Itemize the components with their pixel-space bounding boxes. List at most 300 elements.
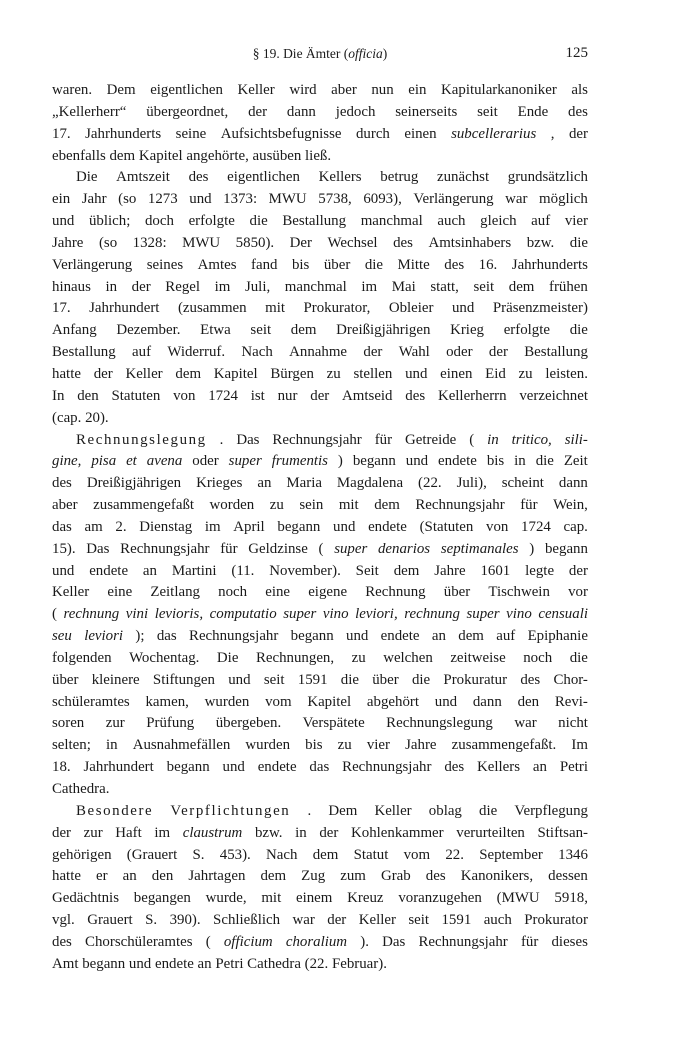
word: 2.: [115, 518, 127, 535]
word-group: [196, 473, 242, 495]
word-group: [398, 888, 482, 910]
word-group: [52, 888, 119, 910]
word-group: [406, 451, 428, 473]
word: Jahre: [434, 562, 466, 579]
word-group: [342, 386, 392, 408]
word: Chorschüleramtes: [85, 933, 193, 950]
word-group: [167, 757, 210, 779]
word: dann: [558, 475, 588, 492]
word-group: [241, 342, 272, 364]
word-group: [126, 451, 137, 473]
word-group: [415, 495, 504, 517]
word-group: [571, 735, 588, 757]
word: Rechnungslegung: [386, 715, 493, 732]
word: manchmal: [360, 213, 423, 230]
word-group: [214, 364, 258, 386]
word: dem: [374, 497, 400, 514]
word-group: [378, 539, 430, 561]
word: leisten.: [545, 365, 588, 382]
word: hinaus: [52, 278, 91, 295]
word: manchmal: [284, 278, 347, 295]
word-group: [365, 255, 383, 277]
word: 390).: [169, 912, 201, 929]
word: des: [444, 256, 465, 273]
word-group: [405, 364, 427, 386]
word: Gedächtnis: [52, 890, 119, 907]
word: vom: [265, 693, 292, 710]
word-group: [340, 866, 366, 888]
word: wurde,: [205, 890, 247, 907]
word: über: [372, 671, 399, 688]
word: noch: [218, 584, 248, 601]
italic-text: computatio: [209, 606, 277, 623]
word: dem: [393, 562, 420, 579]
word: (Grauert: [126, 846, 178, 863]
word-group: [386, 713, 493, 735]
word-group: [87, 473, 181, 495]
word: Schließlich: [213, 912, 281, 929]
word: Ende: [517, 103, 549, 120]
word: des: [52, 475, 72, 492]
italic-text: vino: [506, 606, 532, 623]
word-group: [218, 582, 247, 604]
word: begann: [290, 628, 334, 645]
word-group: [564, 451, 588, 473]
word-group: [132, 342, 151, 364]
word: auf: [132, 344, 152, 361]
word-group: [283, 604, 316, 626]
word-group: [303, 298, 370, 320]
word-group: [477, 757, 520, 779]
word: Das: [86, 540, 110, 557]
word-group: [505, 189, 527, 211]
word-group: [333, 517, 355, 539]
word: Amtseid: [342, 387, 393, 404]
word-group: [569, 561, 588, 583]
word-group: [256, 648, 334, 670]
word-group: [233, 517, 264, 539]
word-group: [292, 255, 309, 277]
word-group: [336, 102, 376, 124]
word-group: [236, 430, 259, 452]
word-group: [139, 517, 192, 539]
word: Mai: [391, 278, 416, 295]
word: der: [488, 344, 508, 361]
word-group: [85, 124, 161, 146]
word-group: [428, 233, 511, 255]
word: eigentlichen: [150, 82, 223, 98]
word: Getreide: [405, 431, 457, 448]
word-group: [147, 451, 183, 473]
word-group: [52, 735, 91, 757]
word-group: [479, 845, 543, 867]
word: ): [337, 453, 343, 470]
word: der: [52, 824, 72, 841]
word-group: [52, 473, 72, 495]
word-group: [446, 342, 472, 364]
word-group: [319, 167, 362, 189]
word-group: [570, 648, 588, 670]
word-group: [437, 211, 465, 233]
word-group: [430, 277, 459, 299]
word: den: [517, 693, 540, 710]
word-group: [220, 430, 224, 452]
italic-text: avena: [146, 453, 183, 470]
text-line: [52, 823, 588, 845]
word: zum: [340, 868, 366, 885]
word-group: [83, 757, 153, 779]
word-group: [443, 670, 507, 692]
text-line: [52, 604, 588, 626]
word-group: [399, 342, 430, 364]
word: Kreuz: [347, 890, 384, 907]
word-group: [148, 189, 178, 211]
word: die: [479, 802, 498, 819]
word-group: [531, 211, 550, 233]
italic-text: rechnung: [404, 606, 460, 623]
word: und: [228, 671, 251, 688]
word-group: [301, 866, 325, 888]
word: (so: [98, 234, 118, 251]
word: Tischwein: [488, 584, 550, 601]
word: Bestallung: [282, 213, 347, 230]
word: fand: [251, 256, 278, 273]
word-group: [277, 517, 320, 539]
word: mit: [265, 300, 285, 317]
word-group: [445, 845, 464, 867]
text-line: [52, 582, 588, 604]
word-group: [231, 561, 254, 583]
word-group: [269, 189, 307, 211]
word: Kellers: [477, 759, 521, 776]
word-group: [223, 757, 245, 779]
word-group: [466, 604, 499, 626]
text-line: [52, 320, 588, 342]
word: Der: [289, 234, 312, 251]
word-group: [123, 866, 137, 888]
word: (: [205, 933, 211, 950]
word-group: [270, 495, 284, 517]
word: aber: [331, 82, 357, 98]
word: ein: [408, 82, 427, 98]
word-group: [145, 211, 174, 233]
word: und: [222, 759, 245, 776]
word: zu: [269, 497, 284, 514]
word-group: [438, 386, 507, 408]
word-group: [76, 167, 98, 189]
italic-text: vino: [322, 606, 349, 623]
word-group: [337, 473, 403, 495]
word-group: [84, 823, 103, 845]
word-group: [309, 757, 329, 779]
word: stellen: [353, 365, 393, 382]
word-group: [77, 386, 99, 408]
word: Dezember.: [116, 322, 181, 339]
word: an: [257, 475, 272, 492]
word-group: [438, 451, 477, 473]
word: der: [310, 387, 330, 404]
word: am: [84, 518, 103, 535]
word: Statut: [353, 846, 389, 863]
italic-text: seu: [52, 628, 72, 645]
word-group: [432, 626, 446, 648]
word-group: [255, 823, 283, 845]
word: Dreißigjährigen: [86, 475, 182, 492]
word-group: [282, 211, 346, 233]
word: kamen,: [145, 693, 189, 710]
word: Das: [236, 431, 260, 448]
word-group: [487, 430, 499, 452]
italic-text: leviori: [84, 628, 124, 645]
italic-text: leviori,: [355, 606, 398, 623]
word: nicht: [558, 715, 588, 732]
word: das: [52, 518, 72, 535]
text-line: [52, 124, 588, 146]
word: begann: [352, 453, 396, 470]
word: Jahr: [81, 191, 107, 208]
text-line: [52, 189, 588, 211]
word-group: [458, 626, 484, 648]
word-group: [205, 517, 221, 539]
word: von: [173, 387, 196, 404]
word-group: [568, 582, 588, 604]
word: im: [204, 518, 221, 535]
text-line: [52, 233, 588, 255]
word-group: [250, 320, 271, 342]
word: vor: [568, 584, 588, 601]
word-group: [519, 386, 588, 408]
word-group: [146, 713, 194, 735]
word-group: [52, 539, 76, 561]
word: auf: [531, 213, 551, 230]
word-group: [479, 801, 497, 823]
word: des: [425, 868, 446, 885]
word-group: [105, 277, 117, 299]
text-segment: § 19. Die Ämter (: [252, 46, 349, 61]
word-group: [452, 298, 474, 320]
word-group: [220, 539, 237, 561]
word-group: [324, 255, 350, 277]
word: der: [568, 125, 588, 142]
italic-text: super: [228, 453, 262, 470]
word-group: [172, 561, 217, 583]
word: Geldzinse: [248, 540, 308, 557]
word: Rechnungsjahr: [418, 933, 508, 950]
word: und: [346, 628, 369, 645]
word-group: [524, 342, 588, 364]
word: 1373:: [223, 191, 258, 208]
word-group: [170, 910, 201, 932]
word-group: [291, 320, 317, 342]
word: Präsenzmeister): [492, 300, 588, 317]
word: 1591: [297, 671, 328, 688]
word: In: [52, 387, 65, 404]
word: Wahl: [398, 344, 430, 361]
word-group: [381, 866, 411, 888]
word: November).: [269, 562, 341, 579]
word: Jahre: [52, 234, 84, 251]
word-group: [52, 298, 71, 320]
word: Verspätete: [302, 715, 365, 732]
word-group: [228, 670, 250, 692]
word-group: [173, 386, 195, 408]
word-group: [479, 255, 498, 277]
text-line: [52, 364, 588, 386]
word: der: [131, 278, 151, 295]
word-group: [405, 386, 425, 408]
word: Dem: [328, 802, 358, 819]
word-group: [96, 866, 108, 888]
word: in: [295, 824, 307, 841]
word: und: [333, 518, 356, 535]
text-line: [52, 451, 588, 473]
word-group: [444, 255, 464, 277]
word-group: [404, 604, 460, 626]
word-group: [76, 801, 153, 823]
word: begann: [166, 759, 210, 776]
word-group: [509, 277, 535, 299]
text-line: [52, 670, 588, 692]
word-group: [497, 888, 540, 910]
word-group: [383, 648, 433, 670]
text-line: [52, 102, 588, 124]
word-group: [514, 713, 536, 735]
text-line: [52, 430, 588, 452]
word: seinerseits: [395, 103, 458, 120]
word-group: [434, 561, 465, 583]
italic-text: levioris,: [154, 606, 204, 623]
word-group: [529, 539, 534, 561]
word: Prüfung: [146, 715, 195, 732]
word: ist: [250, 387, 265, 404]
word-group: [426, 866, 446, 888]
word: dem: [312, 846, 339, 863]
word-group: [570, 320, 588, 342]
word: wurden: [245, 737, 291, 754]
word: gleich: [480, 213, 517, 230]
word-group: [405, 735, 436, 757]
word-group: [52, 342, 116, 364]
word: den: [77, 387, 99, 404]
word: Keller: [374, 802, 412, 819]
word: in: [105, 278, 118, 295]
italic-text: et: [126, 453, 137, 470]
word-group: [251, 255, 277, 277]
word: 1591: [441, 912, 472, 929]
word: (Statuten: [419, 518, 474, 535]
word: Epiphanie: [527, 628, 588, 645]
text-line: [52, 692, 588, 714]
word-group: [553, 495, 588, 517]
italic-text: censuali: [538, 606, 588, 623]
word-group: [208, 386, 238, 408]
word-group: [341, 670, 359, 692]
word: 453).: [219, 846, 251, 863]
word: MWU: [268, 191, 307, 208]
word-group: [290, 233, 312, 255]
word: die: [569, 649, 588, 666]
word: über: [443, 584, 471, 601]
word: Zeit: [563, 453, 588, 470]
word-group: [354, 845, 389, 867]
word-group: [363, 189, 401, 211]
text-line: [52, 255, 588, 277]
word: auch: [437, 213, 466, 230]
word-group: [303, 713, 365, 735]
word: (: [318, 540, 324, 557]
word: die: [411, 671, 431, 688]
word-group: [299, 495, 323, 517]
word-group: [351, 823, 444, 845]
word: Prokurator,: [303, 300, 371, 317]
word: erfolgte: [188, 213, 235, 230]
word-group: [94, 364, 113, 386]
word-group: [518, 692, 540, 714]
word-group: [353, 364, 392, 386]
word: übergeordnet,: [146, 103, 229, 120]
word-group: [147, 255, 183, 277]
word-group: [192, 451, 218, 473]
italic-text: super: [466, 606, 500, 623]
word-group: [52, 102, 126, 124]
word-group: [480, 211, 516, 233]
italic-text: super: [283, 606, 317, 623]
word-group: [223, 189, 257, 211]
word: schüleramtes: [52, 693, 130, 710]
word: ): [529, 540, 535, 557]
word-group: [264, 670, 285, 692]
word-group: [327, 364, 341, 386]
word-group: [456, 823, 525, 845]
text-line: [52, 539, 588, 561]
word: ,: [550, 125, 555, 142]
word-group: [512, 430, 552, 452]
word: vgl.: [52, 912, 75, 929]
word-group: [157, 626, 177, 648]
word-group: [286, 473, 322, 495]
word: das: [309, 759, 330, 776]
word-group: [153, 670, 215, 692]
italic-text: denarios: [377, 540, 431, 557]
word-group: [398, 255, 430, 277]
word: grundsätzlich: [507, 169, 588, 186]
word-group: [525, 561, 554, 583]
word: seines: [146, 256, 184, 273]
page-number: 125: [565, 45, 588, 61]
text-line: [52, 146, 588, 168]
word: Annahme: [289, 344, 348, 361]
word: an: [431, 628, 446, 645]
word-group: [560, 757, 588, 779]
word: .: [219, 431, 224, 448]
word-group: [342, 757, 431, 779]
word-group: [170, 801, 290, 823]
word-group: [200, 320, 231, 342]
word: (22.: [418, 475, 442, 492]
word-group: [328, 233, 378, 255]
running-header: [52, 46, 588, 68]
word: bis: [486, 453, 505, 470]
word-group: [229, 451, 262, 473]
word-group: [512, 255, 588, 277]
word: dessen: [548, 868, 588, 885]
word-group: [374, 495, 400, 517]
word-group: [52, 626, 72, 648]
word-group: [569, 124, 588, 146]
word-group: [555, 692, 588, 714]
word: für: [520, 933, 539, 950]
word-group: [307, 801, 311, 823]
